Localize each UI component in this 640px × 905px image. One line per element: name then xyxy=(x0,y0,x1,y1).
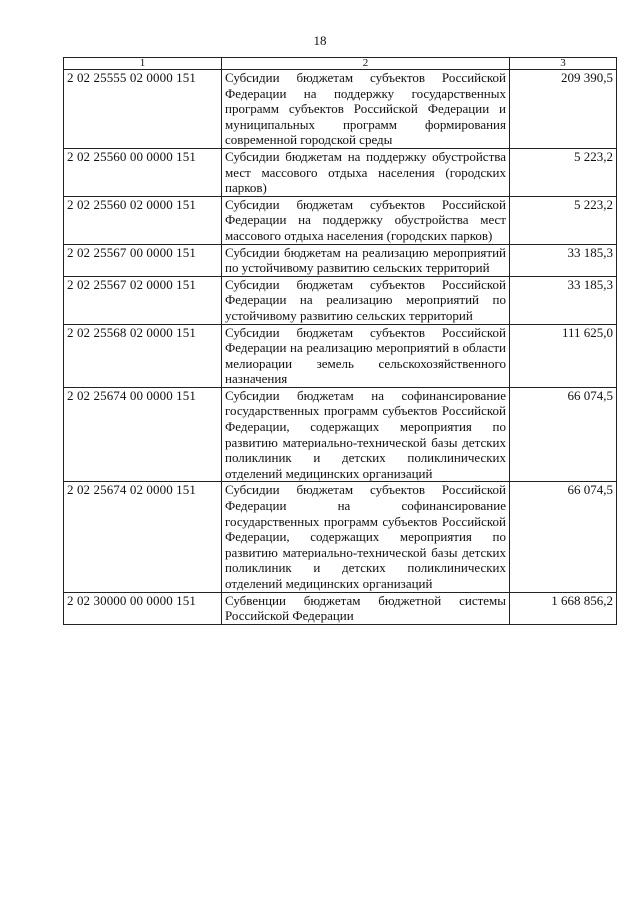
table-row xyxy=(64,148,617,196)
column-header-code: 1 xyxy=(64,58,222,70)
revenue-name-cell: Субсидии бюджетам на софинансирование государственных программ субъектов Российской Федерации, содержащих мероприятия по развитию материально-технической базы детских поликлиник и детских поликлинических отделений медицинских организаций xyxy=(222,387,510,482)
table-row xyxy=(64,244,617,276)
table-row xyxy=(64,196,617,244)
amount-cell: 111 625,0 xyxy=(510,324,617,387)
revenue-name-cell: Субсидии бюджетам субъектов Российской Федерации на поддержку государственных программ субъектов Российской Федерации и муниципальных программ формирования современной городской среды xyxy=(222,70,510,149)
budget-code-cell: 2 02 25567 00 0000 151 xyxy=(64,244,222,276)
revenue-name-cell: Субвенции бюджетам бюджетной системы Российской Федерации xyxy=(222,592,510,624)
table-row xyxy=(64,482,617,592)
column-header-name: 2 xyxy=(222,58,510,70)
budget-code-cell: 2 02 25560 02 0000 151 xyxy=(64,196,222,244)
budget-code-cell: 2 02 30000 00 0000 151 xyxy=(64,592,222,624)
amount-cell: 33 185,3 xyxy=(510,276,617,324)
revenue-name-cell: Субсидии бюджетам на поддержку обустройства мест массового отдыха населения (городских парков) xyxy=(222,148,510,196)
table-row xyxy=(64,324,617,387)
budget-code-cell: 2 02 25674 00 0000 151 xyxy=(64,387,222,482)
budget-code-cell: 2 02 25567 02 0000 151 xyxy=(64,276,222,324)
revenue-name-cell: Субсидии бюджетам субъектов Российской Федерации на реализацию мероприятий в области мелиорации земель сельскохозяйственного назначения xyxy=(222,324,510,387)
revenue-name-cell: Субсидии бюджетам на реализацию мероприятий по устойчивому развитию сельских территорий xyxy=(222,244,510,276)
budget-code-cell: 2 02 25674 02 0000 151 xyxy=(64,482,222,592)
revenue-name-cell: Субсидии бюджетам субъектов Российской Федерации на поддержку обустройства мест массового отдыха населения (городских парков) xyxy=(222,196,510,244)
budget-code-cell: 2 02 25568 02 0000 151 xyxy=(64,324,222,387)
revenue-name-cell: Субсидии бюджетам субъектов Российской Федерации на реализацию мероприятий по устойчивому развитию сельских территорий xyxy=(222,276,510,324)
amount-cell: 5 223,2 xyxy=(510,148,617,196)
amount-cell: 1 668 856,2 xyxy=(510,592,617,624)
budget-revenue-table xyxy=(63,57,617,625)
amount-cell: 33 185,3 xyxy=(510,244,617,276)
table-row xyxy=(64,70,617,149)
amount-cell: 5 223,2 xyxy=(510,196,617,244)
revenue-name-cell: Субсидии бюджетам субъектов Российской Федерации на софинансирование государственных программ субъектов Российской Федерации, содержащих мероприятия по развитию материально-технической базы детских поликлиник и детских поликлинических отделений медицинских организаций xyxy=(222,482,510,592)
table-row xyxy=(64,387,617,482)
amount-cell: 209 390,5 xyxy=(510,70,617,149)
table-row xyxy=(64,276,617,324)
column-header-amount: 3 xyxy=(510,58,617,70)
budget-code-cell: 2 02 25560 00 0000 151 xyxy=(64,148,222,196)
page-number: 18 xyxy=(313,33,327,48)
amount-cell: 66 074,5 xyxy=(510,387,617,482)
table-row xyxy=(64,592,617,624)
table-header-row xyxy=(64,58,617,70)
amount-cell: 66 074,5 xyxy=(510,482,617,592)
budget-code-cell: 2 02 25555 02 0000 151 xyxy=(64,70,222,149)
